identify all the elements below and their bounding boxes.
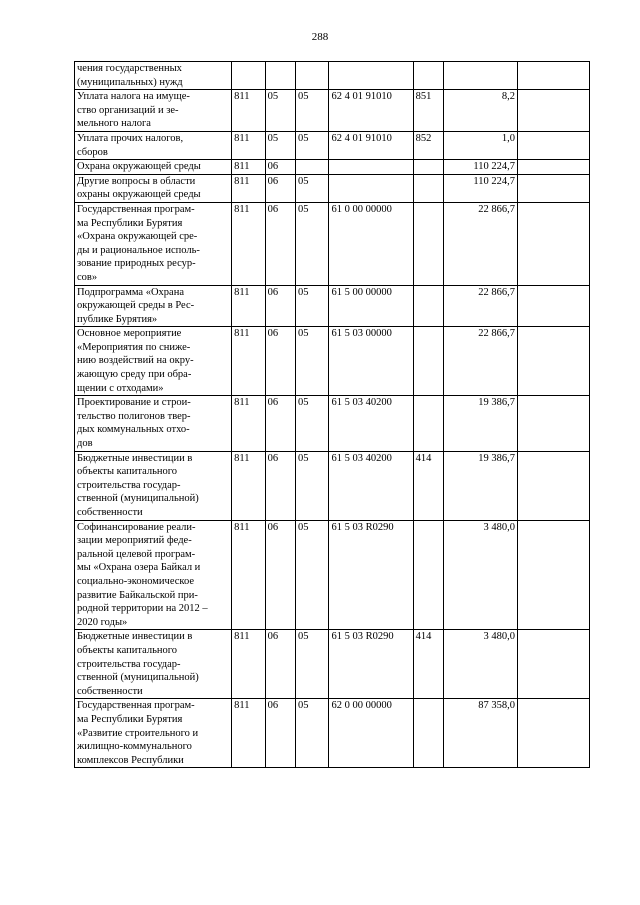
subsection-code-cell: 05 xyxy=(295,630,328,699)
item-name-line: жающую среду при обра- xyxy=(77,369,192,381)
table-row xyxy=(75,90,590,132)
item-name-line: Уплата прочих налогов, xyxy=(77,132,184,144)
section-code-cell: 06 xyxy=(265,520,295,630)
item-name-cell xyxy=(75,90,232,132)
subsection-code-cell: 05 xyxy=(295,90,328,132)
empty-cell xyxy=(517,62,589,90)
section-code-cell: 06 xyxy=(265,174,295,202)
item-name-cell xyxy=(75,202,232,285)
admin-code-cell: 811 xyxy=(232,160,265,175)
table-row xyxy=(75,451,590,520)
item-name-line: зации мероприятий феде- xyxy=(77,535,192,547)
item-name-line: публике Бурятия» xyxy=(77,313,158,325)
item-name-line: зование природных ресур- xyxy=(77,258,196,270)
expense-type-cell xyxy=(413,520,443,630)
item-name-line: объекты капитального xyxy=(77,644,178,656)
section-code-cell: 05 xyxy=(265,90,295,132)
item-name-line: Бюджетные инвестиции в xyxy=(77,631,193,643)
item-name-line: собственности xyxy=(77,685,143,697)
item-name-line: комплексов Республики xyxy=(77,754,184,766)
admin-code-cell: 811 xyxy=(232,451,265,520)
budget-table xyxy=(74,61,590,768)
item-name-line: ральной целевой програм- xyxy=(77,548,196,560)
subsection-code-cell: 05 xyxy=(295,327,328,396)
amount-cell: 110 224,7 xyxy=(443,174,517,202)
item-name-line: нию воздействий на окру- xyxy=(77,355,194,367)
item-name-line: Бюджетные инвестиции в xyxy=(77,452,193,464)
subsection-code-cell: 05 xyxy=(295,174,328,202)
table-row xyxy=(75,520,590,630)
item-name-line: Проектирование и строи- xyxy=(77,397,191,409)
item-name-line: Софинансирование реали- xyxy=(77,521,196,533)
admin-code-cell: 811 xyxy=(232,327,265,396)
expense-type-cell xyxy=(413,396,443,451)
item-name-cell xyxy=(75,520,232,630)
item-name-cell xyxy=(75,327,232,396)
expense-type-cell xyxy=(413,62,443,90)
empty-cell xyxy=(517,451,589,520)
subsection-code-cell: 05 xyxy=(295,202,328,285)
section-code-cell: 06 xyxy=(265,451,295,520)
empty-cell xyxy=(517,202,589,285)
table-row xyxy=(75,327,590,396)
item-name-line: «Развитие строительного и xyxy=(77,727,199,739)
item-name-line: 2020 годы» xyxy=(77,616,128,628)
subsection-code-cell xyxy=(295,160,328,175)
item-name-line: «Мероприятия по сниже- xyxy=(77,341,191,353)
admin-code-cell: 811 xyxy=(232,396,265,451)
expense-type-cell: 414 xyxy=(413,451,443,520)
item-name-line: собственности xyxy=(77,507,143,518)
admin-code-cell: 811 xyxy=(232,520,265,630)
subsection-code-cell: 05 xyxy=(295,451,328,520)
item-name-cell xyxy=(75,174,232,202)
empty-cell xyxy=(517,174,589,202)
target-article-cell: 61 5 03 00000 xyxy=(329,327,413,396)
item-name-line: сборов xyxy=(77,146,108,158)
item-name-line: Основное мероприятие xyxy=(77,328,182,340)
expense-type-cell xyxy=(413,202,443,285)
admin-code-cell: 811 xyxy=(232,90,265,132)
item-name-cell xyxy=(75,451,232,520)
target-article-cell: 62 0 00 00000 xyxy=(329,699,413,768)
section-code-cell: 06 xyxy=(265,699,295,768)
section-code-cell: 06 xyxy=(265,285,295,327)
subsection-code-cell: 05 xyxy=(295,396,328,451)
target-article-cell: 61 5 00 00000 xyxy=(329,285,413,327)
expense-type-cell xyxy=(413,174,443,202)
table-row xyxy=(75,285,590,327)
item-name-line: строительства государ- xyxy=(77,658,181,670)
item-name-cell xyxy=(75,285,232,327)
item-name-line: сов» xyxy=(77,271,98,283)
amount-cell: 110 224,7 xyxy=(443,160,517,175)
amount-cell xyxy=(443,62,517,90)
item-name-line: «Охрана окружающей сре- xyxy=(77,231,198,243)
table-row xyxy=(75,160,590,175)
empty-cell xyxy=(517,90,589,132)
expense-type-cell xyxy=(413,699,443,768)
subsection-code-cell: 05 xyxy=(295,520,328,630)
item-name-line: дов xyxy=(77,438,93,450)
subsection-code-cell: 05 xyxy=(295,285,328,327)
section-code-cell: 06 xyxy=(265,327,295,396)
admin-code-cell: 811 xyxy=(232,174,265,202)
page-number: 288 xyxy=(311,31,329,43)
section-code-cell: 06 xyxy=(265,630,295,699)
target-article-cell xyxy=(329,160,413,175)
amount-cell: 22 866,7 xyxy=(443,285,517,327)
expense-type-cell: 414 xyxy=(413,630,443,699)
item-name-line: ды и рациональное исполь- xyxy=(77,244,200,256)
admin-code-cell: 811 xyxy=(232,202,265,285)
item-name-line: дых коммунальных отхо- xyxy=(77,424,190,436)
expense-type-cell xyxy=(413,285,443,327)
subsection-code-cell xyxy=(295,62,328,90)
item-name-line: социально-экономическое xyxy=(77,575,195,587)
item-name-line: щении с отходами» xyxy=(77,382,164,394)
amount-cell: 19 386,7 xyxy=(443,451,517,520)
empty-cell xyxy=(517,131,589,159)
table-row xyxy=(75,174,590,202)
item-name-line: родной территории на 2012 – xyxy=(77,603,208,615)
item-name-line: чения государственных xyxy=(77,63,182,74)
item-name-cell xyxy=(75,630,232,699)
item-name-line: объекты капитального xyxy=(77,466,178,478)
target-article-cell xyxy=(329,174,413,202)
target-article-cell xyxy=(329,62,413,90)
target-article-cell: 61 0 00 00000 xyxy=(329,202,413,285)
expense-type-cell: 852 xyxy=(413,131,443,159)
item-name-line: Государственная програм- xyxy=(77,203,195,215)
expense-type-cell: 851 xyxy=(413,90,443,132)
section-code-cell: 06 xyxy=(265,160,295,175)
item-name-cell xyxy=(75,396,232,451)
item-name-cell xyxy=(75,62,232,90)
amount-cell: 87 358,0 xyxy=(443,699,517,768)
budget-table-body xyxy=(75,62,590,768)
item-name-line: строительства государ- xyxy=(77,479,181,491)
expense-type-cell xyxy=(413,327,443,396)
item-name-line: ственной (муниципальной) xyxy=(77,493,199,505)
item-name-line: (муниципальных) нужд xyxy=(77,76,183,88)
empty-cell xyxy=(517,327,589,396)
item-name-cell xyxy=(75,131,232,159)
section-code-cell: 05 xyxy=(265,131,295,159)
amount-cell: 8,2 xyxy=(443,90,517,132)
section-code-cell: 06 xyxy=(265,202,295,285)
item-name-line: Подпрограмма «Охрана xyxy=(77,286,184,298)
admin-code-cell: 811 xyxy=(232,630,265,699)
admin-code-cell: 811 xyxy=(232,699,265,768)
amount-cell: 3 480,0 xyxy=(443,630,517,699)
section-code-cell xyxy=(265,62,295,90)
empty-cell xyxy=(517,630,589,699)
section-code-cell: 06 xyxy=(265,396,295,451)
item-name-line: окружающей среды в Рес- xyxy=(77,300,195,312)
amount-cell: 1,0 xyxy=(443,131,517,159)
subsection-code-cell: 05 xyxy=(295,699,328,768)
empty-cell xyxy=(517,285,589,327)
amount-cell: 19 386,7 xyxy=(443,396,517,451)
target-article-cell: 61 5 03 R0290 xyxy=(329,630,413,699)
table-row xyxy=(75,202,590,285)
item-name-line: ство организаций и зе- xyxy=(77,104,179,116)
target-article-cell: 61 5 03 40200 xyxy=(329,451,413,520)
empty-cell xyxy=(517,699,589,768)
item-name-line: мельного налога xyxy=(77,118,151,130)
target-article-cell: 61 5 03 40200 xyxy=(329,396,413,451)
empty-cell xyxy=(517,396,589,451)
item-name-line: мы «Охрана озера Байкал и xyxy=(77,562,201,574)
item-name-line: Охрана окружающей среды xyxy=(77,161,201,173)
item-name-cell xyxy=(75,160,232,175)
admin-code-cell xyxy=(232,62,265,90)
expense-type-cell xyxy=(413,160,443,175)
item-name-line: охраны окружающей среды xyxy=(77,189,201,201)
admin-code-cell: 811 xyxy=(232,285,265,327)
table-row xyxy=(75,62,590,90)
item-name-line: тельство полигонов твер- xyxy=(77,410,191,422)
target-article-cell: 61 5 03 R0290 xyxy=(329,520,413,630)
item-name-cell xyxy=(75,699,232,768)
item-name-line: развитие Байкальской при- xyxy=(77,589,198,601)
amount-cell: 22 866,7 xyxy=(443,327,517,396)
item-name-line: Государственная програм- xyxy=(77,700,195,712)
item-name-line: ма Республики Бурятия xyxy=(77,713,183,725)
amount-cell: 22 866,7 xyxy=(443,202,517,285)
table-row xyxy=(75,699,590,768)
target-article-cell: 62 4 01 91010 xyxy=(329,131,413,159)
item-name-line: жилищно-коммунального xyxy=(77,741,192,753)
item-name-line: ственной (муниципальной) xyxy=(77,672,199,684)
amount-cell: 3 480,0 xyxy=(443,520,517,630)
table-row xyxy=(75,630,590,699)
item-name-line: ма Республики Бурятия xyxy=(77,217,183,229)
item-name-line: Другие вопросы в области xyxy=(77,175,196,187)
item-name-line: Уплата налога на имуще- xyxy=(77,91,190,103)
table-row xyxy=(75,396,590,451)
target-article-cell: 62 4 01 91010 xyxy=(329,90,413,132)
table-row xyxy=(75,131,590,159)
subsection-code-cell: 05 xyxy=(295,131,328,159)
empty-cell xyxy=(517,160,589,175)
empty-cell xyxy=(517,520,589,630)
admin-code-cell: 811 xyxy=(232,131,265,159)
